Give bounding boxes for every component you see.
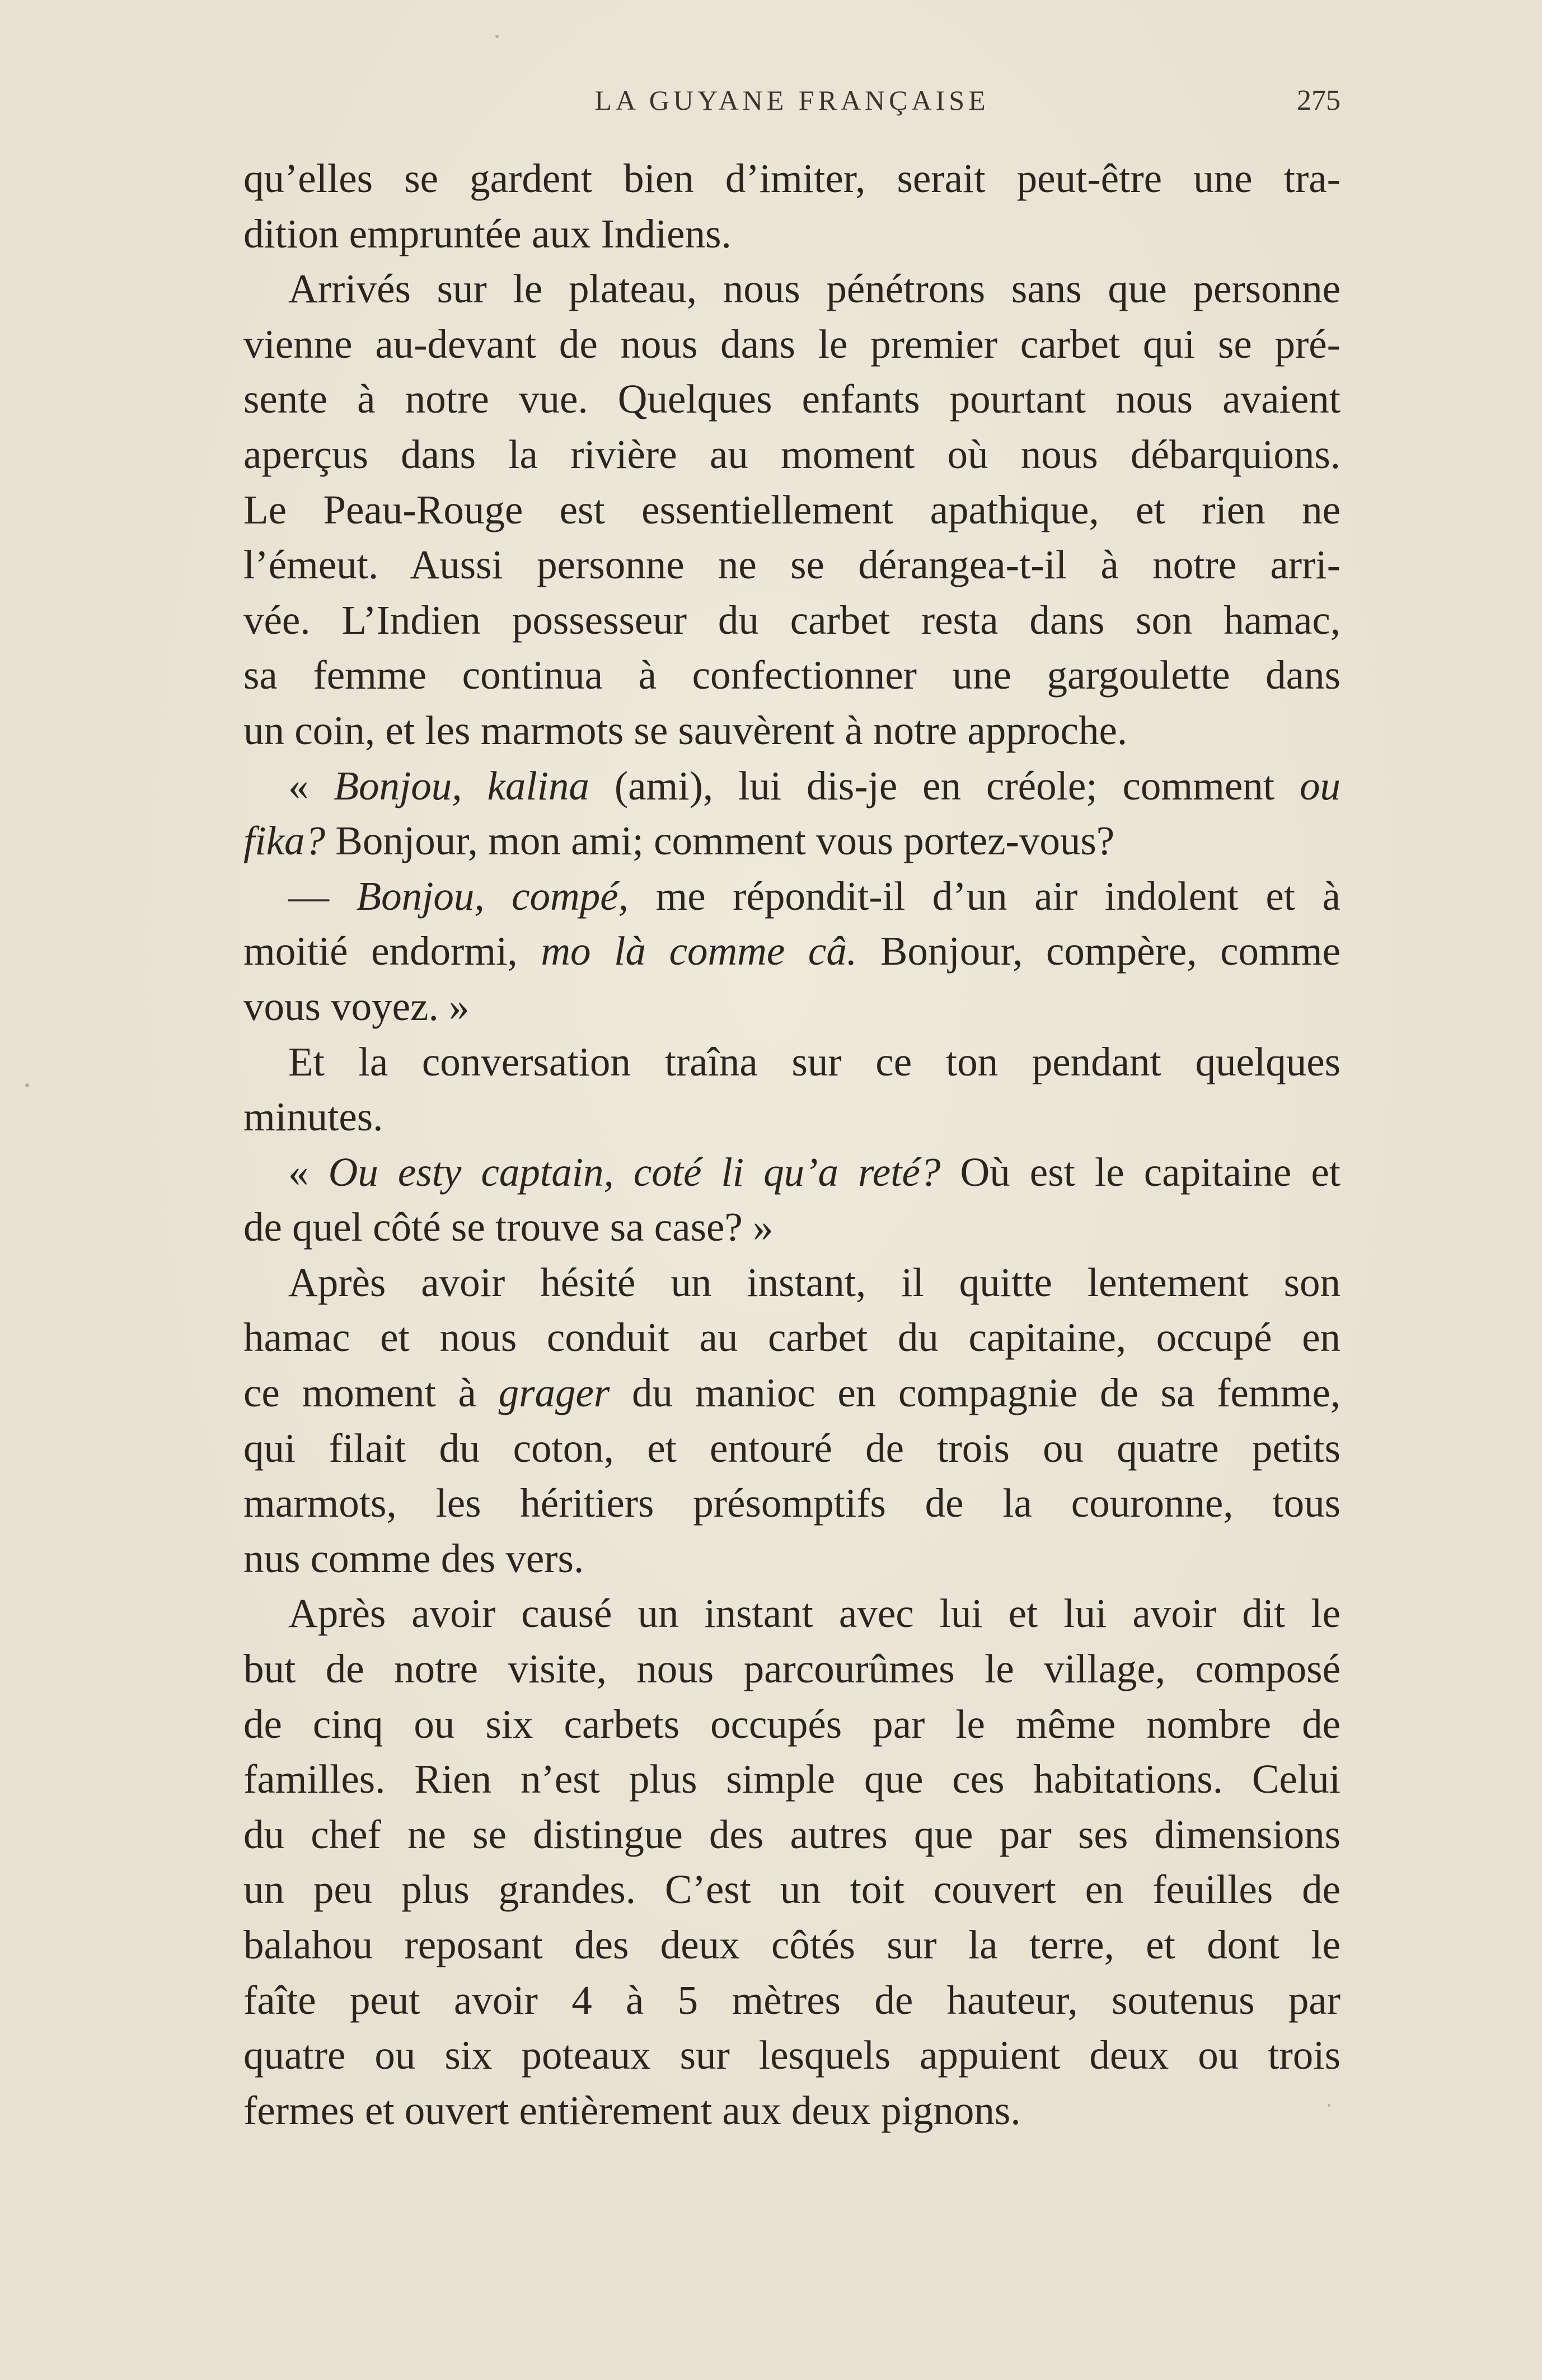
text-run: familles. Rien n’est plus simple que ces habitations. Celui (243, 1756, 1341, 1802)
text-run: un peu plus grandes. C’est un toit couvert en feuilles de (243, 1867, 1341, 1913)
text-run: (ami), lui dis-je en créole; comment (589, 763, 1300, 808)
text-run: sente à notre vue. Quelques enfants pourtant nous avaient (243, 376, 1341, 422)
text-line (243, 593, 1341, 648)
text-line (243, 1200, 1341, 1255)
page-number: 275 (1297, 85, 1341, 116)
text-line (243, 483, 1341, 538)
text-line (243, 372, 1341, 427)
text-run: nus comme des vers. (243, 1535, 584, 1581)
text-run: faîte peut avoir 4 à 5 mètres de hauteur, soutenus par (243, 1977, 1341, 2023)
text-run: moitié endormi, (243, 928, 541, 974)
text-line (243, 151, 1341, 207)
text-run: « (288, 763, 334, 808)
text-line (243, 1586, 1341, 1642)
text-line (243, 1476, 1341, 1531)
paper-speck (1328, 2104, 1330, 2107)
text-line (243, 1752, 1341, 1807)
text-run: de cinq ou six carbets occupés par le même nombre de (243, 1701, 1341, 1747)
text-line (243, 1255, 1341, 1311)
text-line (243, 2083, 1341, 2139)
text-line (243, 207, 1341, 262)
italic-text: Bonjou, kalina (334, 763, 589, 808)
text-run: hamac et nous conduit au carbet du capitaine, occupé en (243, 1315, 1341, 1360)
text-line (243, 869, 1341, 924)
text-line (243, 427, 1341, 483)
text-run: — (288, 873, 357, 919)
text-run: du chef ne se distingue des autres que par ses dimensions (243, 1811, 1341, 1857)
paper-speck (25, 1083, 29, 1087)
paper-speck (495, 35, 499, 38)
text-run: quatre ou six poteaux sur lesquels appuient deux ou trois (243, 2032, 1341, 2078)
italic-text: Bonjou, compé, (356, 873, 629, 919)
text-run: minutes. (243, 1094, 383, 1140)
text-run: qu’elles se gardent bien d’imiter, serait peut-être une tra- (243, 156, 1341, 201)
text-run: ce moment à (243, 1370, 499, 1416)
text-line (243, 813, 1341, 869)
text-run: qui filait du coton, et entouré de trois ou quatre petits (243, 1425, 1341, 1471)
text-line (243, 1310, 1341, 1366)
text-run: Après avoir hésité un instant, il quitte lentement son (288, 1259, 1341, 1305)
text-line (243, 1531, 1341, 1587)
text-line (243, 1090, 1341, 1145)
text-run: Bonjour, mon ami; comment vous portez-vous? (325, 818, 1115, 864)
text-line (243, 979, 1341, 1035)
italic-text: ou (1300, 763, 1341, 808)
text-run: Après avoir causé un instant avec lui et lui avoir dit le (288, 1591, 1341, 1636)
text-run: vée. L’Indien possesseur du carbet resta dans son hamac, (243, 597, 1341, 643)
text-line (243, 1862, 1341, 1918)
text-run: Bonjour, compère, comme (857, 928, 1341, 974)
text-line (243, 1421, 1341, 1476)
text-line (243, 1807, 1341, 1863)
text-line (243, 537, 1341, 593)
text-run: vienne au-devant de nous dans le premier carbet qui se pré- (243, 321, 1341, 367)
text-line (243, 648, 1341, 703)
text-run: Le Peau-Rouge est essentiellement apathique, et rien ne (243, 487, 1341, 532)
text-run: de quel côté se trouve sa case? » (243, 1204, 774, 1250)
italic-text: Ou esty captain, coté li qu’a reté? (328, 1149, 941, 1195)
text-line (243, 317, 1341, 372)
text-line (243, 1697, 1341, 1752)
text-run: du manioc en compagnie de sa femme, (610, 1370, 1341, 1416)
text-line (243, 1366, 1341, 1421)
text-line (243, 924, 1341, 979)
text-run: balahou reposant des deux côtés sur la terre, et dont le (243, 1922, 1341, 1967)
text-run: marmots, les héritiers présomptifs de la couronne, tous (243, 1480, 1341, 1526)
text-run: aperçus dans la rivière au moment où nous débarquions. (243, 431, 1341, 477)
italic-text: mo là comme câ. (541, 928, 857, 974)
italic-text: grager (498, 1370, 610, 1416)
text-run: me répondit-il d’un air indolent et à (628, 873, 1341, 919)
text-line (243, 1035, 1341, 1090)
text-line (243, 1145, 1341, 1200)
text-line (243, 1918, 1341, 1973)
text-run: vous voyez. » (243, 983, 470, 1029)
text-line (243, 1973, 1341, 2028)
page-header (243, 84, 1341, 129)
text-run: un coin, et les marmots se sauvèrent à notre approche. (243, 707, 1128, 753)
text-line (243, 261, 1341, 317)
text-line (243, 703, 1341, 759)
text-run: dition empruntée aux Indiens. (243, 211, 732, 256)
text-run: fermes et ouvert entièrement aux deux pignons. (243, 2087, 1021, 2133)
running-title: LA GUYANE FRANÇAISE (594, 85, 990, 116)
text-line (243, 759, 1341, 814)
text-run: Où est le capitaine et (940, 1149, 1341, 1195)
text-run: but de notre visite, nous parcourûmes le village, composé (243, 1646, 1341, 1692)
text-run: Arrivés sur le plateau, nous pénétrons sans que personne (288, 266, 1341, 312)
text-run: l’émeut. Aussi personne ne se dérangea-t-il à notre arri- (243, 542, 1341, 588)
italic-text: fika? (243, 818, 325, 864)
text-line (243, 2028, 1341, 2083)
text-line (243, 1642, 1341, 1697)
body-text (243, 151, 1341, 2138)
text-run: sa femme continua à confectionner une gargoulette dans (243, 652, 1341, 698)
text-run: « (288, 1149, 329, 1195)
text-run: Et la conversation traîna sur ce ton pendant quelques (288, 1039, 1341, 1084)
